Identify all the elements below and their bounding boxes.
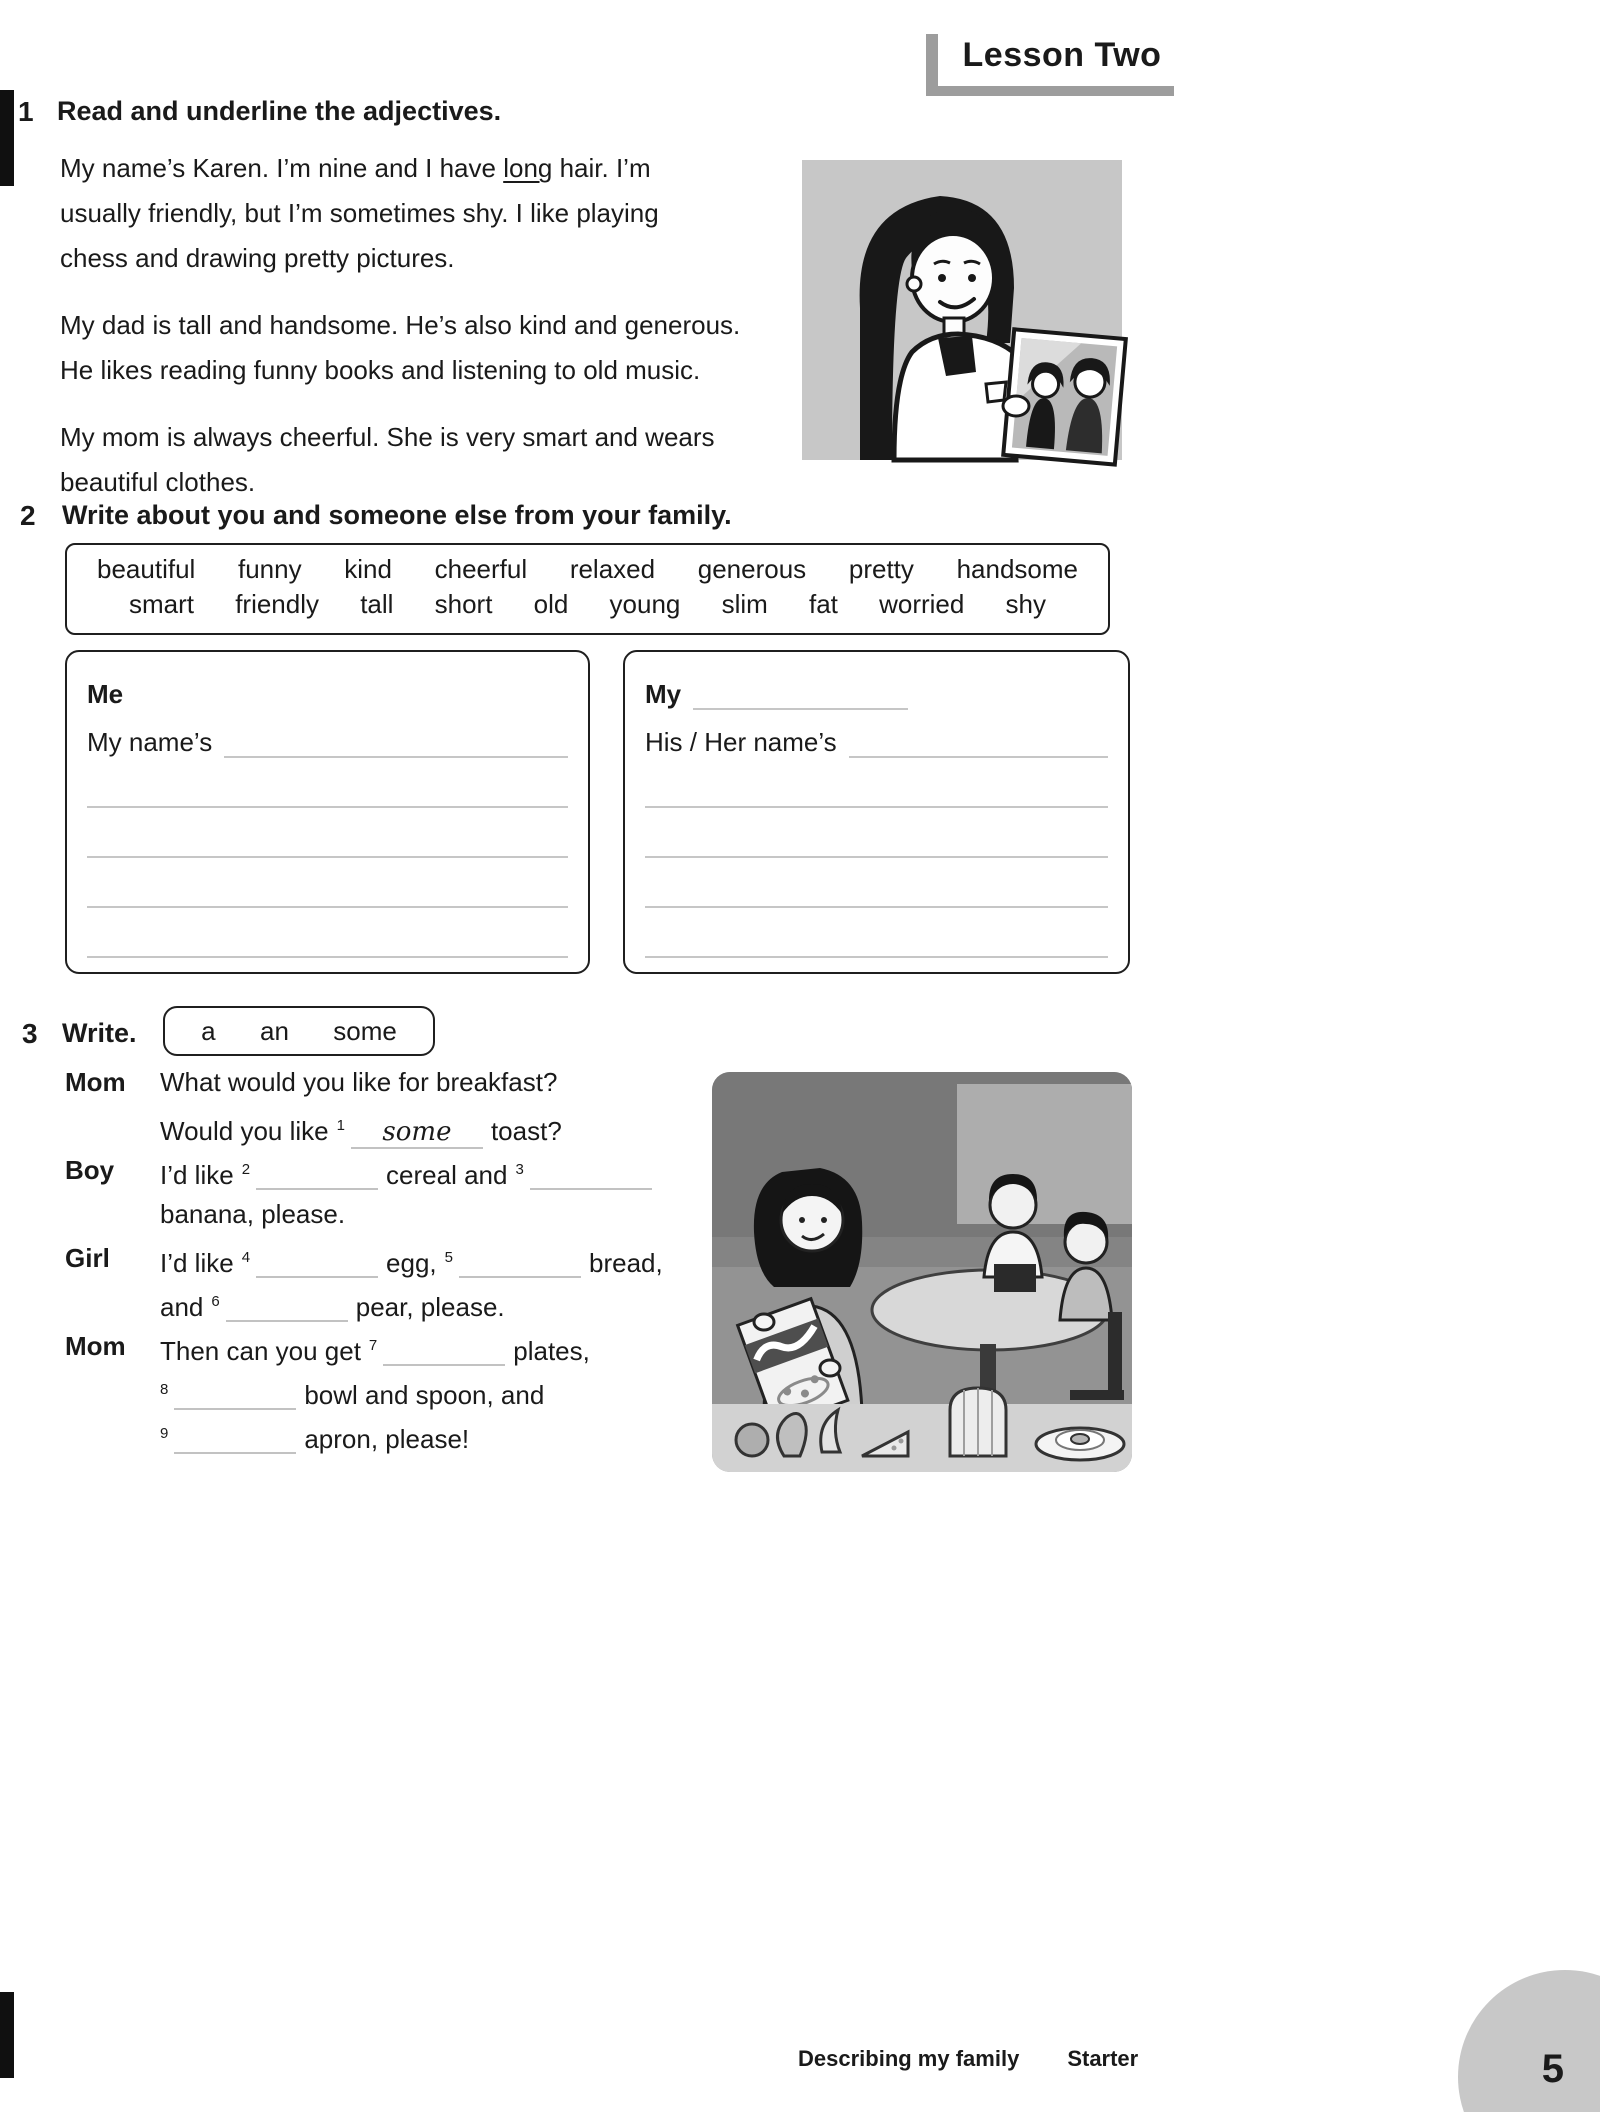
dialogue-line: banana, please. — [160, 1199, 346, 1229]
dialogue-text: Then can you get — [160, 1336, 361, 1366]
dialogue-line — [160, 1280, 725, 1324]
writing-line[interactable] — [87, 758, 568, 808]
wordbank-word: slim — [721, 589, 768, 619]
writing-line[interactable] — [693, 676, 908, 710]
speaker-label: Mom — [65, 1331, 126, 1361]
blank-number: 9 — [160, 1425, 169, 1442]
footer-chapter: Describing my family — [798, 2046, 1020, 2071]
section1-title: Read and underline the adjectives. — [57, 96, 502, 126]
dialogue-row-girl — [65, 1236, 725, 1324]
dialogue-lines — [160, 1236, 725, 1324]
wordbank-word: cheerful — [434, 554, 528, 584]
wordbank-word: handsome — [956, 554, 1078, 584]
underlined-adjective: long — [503, 153, 553, 183]
text-line: chess and drawing pretty pictures. — [60, 243, 455, 273]
word-bank-row-2 — [67, 585, 1108, 620]
box-family-title: My — [645, 679, 682, 709]
wordbank-word: friendly — [235, 589, 320, 619]
page-edge-mark-bottom — [0, 1992, 14, 2078]
speaker-label: Boy — [65, 1155, 115, 1185]
wordbank-word: kind — [344, 554, 392, 584]
writing-line[interactable] — [645, 858, 1108, 908]
box-me-name-row — [87, 710, 568, 758]
answer-blank-3[interactable] — [530, 1158, 652, 1190]
lesson-badge-label: Lesson Two — [962, 35, 1162, 74]
answer-blank-4[interactable] — [256, 1246, 378, 1278]
wordbank-word: funny — [237, 554, 302, 584]
dialogue-text: and — [160, 1292, 204, 1322]
text-line: My mom is always cheerful. She is very smart and wears — [60, 422, 715, 452]
wordbank-word: old — [533, 589, 569, 619]
text-segment: hair. I’m — [552, 153, 651, 183]
writing-line[interactable] — [87, 808, 568, 858]
wordbank-word: short — [434, 589, 493, 619]
dialogue-text: pear, please. — [355, 1292, 505, 1322]
option-word: some — [333, 1015, 397, 1046]
section2-number: 2 — [20, 500, 36, 531]
dialogue-text: bread, — [589, 1248, 663, 1278]
dialogue-text: toast? — [490, 1116, 562, 1146]
answer-blank-7[interactable] — [383, 1334, 505, 1366]
adjective-word-bank — [65, 543, 1110, 635]
wordbank-word: shy — [1005, 589, 1046, 619]
dialogue-text: egg, — [386, 1248, 437, 1278]
blank-number: 2 — [241, 1161, 251, 1178]
blank-number: 1 — [336, 1117, 345, 1134]
writing-line[interactable] — [645, 758, 1108, 808]
option-word: a — [201, 1015, 216, 1046]
page-edge-mark-top — [0, 90, 14, 186]
breakfast-scene-photo — [712, 1072, 1132, 1472]
dialogue-text: bowl and spoon, and — [304, 1380, 545, 1410]
text-line: usually friendly, but I’m sometimes shy. I like playing — [60, 198, 659, 228]
wordbank-word: pretty — [848, 554, 914, 584]
page-corner-circle — [1458, 1970, 1600, 2112]
footer-level: Starter — [1067, 2046, 1139, 2071]
text-line: beautiful clothes. — [60, 467, 256, 497]
writing-box-me — [65, 650, 590, 974]
dialogue-text: apron, please! — [304, 1424, 470, 1454]
writing-box-family-member — [623, 650, 1130, 974]
box-family-name-row — [645, 710, 1108, 758]
speaker-label: Mom — [65, 1067, 126, 1097]
dialogue-line — [160, 1236, 725, 1280]
dialogue-text: I’d like — [160, 1160, 234, 1190]
wordbank-word: relaxed — [569, 554, 656, 584]
blank-number: 4 — [241, 1249, 251, 1266]
option-word: an — [259, 1015, 289, 1046]
breakfast-scene-illustration — [712, 1072, 1132, 1472]
breakfast-dialogue — [65, 1060, 725, 1456]
wordbank-word: worried — [879, 589, 965, 619]
dialogue-row-boy — [65, 1148, 725, 1236]
dialogue-row-mom-2 — [65, 1324, 725, 1456]
section1-number: 1 — [18, 96, 34, 127]
dialogue-lines — [160, 1148, 725, 1236]
page-footer — [798, 2046, 1138, 2072]
wordbank-word: beautiful — [97, 554, 196, 584]
answer-blank-6[interactable] — [226, 1290, 348, 1322]
answer-blank-1[interactable]: some — [351, 1117, 483, 1149]
blank-number: 5 — [444, 1249, 453, 1266]
blank-number: 6 — [211, 1293, 220, 1310]
dialogue-line — [160, 1412, 725, 1456]
dialogue-line — [160, 1324, 725, 1368]
family-photo-illustration — [790, 138, 1135, 483]
text-line: He likes reading funny books and listening to old music. — [60, 355, 701, 385]
family-photo-cartoon — [790, 138, 1135, 483]
lesson-badge — [938, 24, 1186, 86]
text-segment: My name’s Karen. I’m nine and I have — [60, 153, 504, 183]
wordbank-word: smart — [129, 589, 194, 619]
box-me-title: Me — [87, 679, 124, 709]
word-bank-row-1 — [67, 545, 1108, 585]
wordbank-word: tall — [360, 589, 394, 619]
dialogue-text: plates, — [513, 1336, 590, 1366]
answer-blank-8[interactable] — [174, 1378, 296, 1410]
dialogue-lines — [160, 1060, 725, 1148]
text-line: My dad is tall and handsome. He’s also kind and generous. — [60, 310, 741, 340]
page-number: 5 — [1541, 2047, 1564, 2091]
dialogue-text: I’d like — [160, 1248, 234, 1278]
section3-title: Write. — [62, 1018, 137, 1048]
answer-blank-2[interactable] — [256, 1158, 378, 1190]
blank-number: 8 — [160, 1381, 169, 1398]
writing-line[interactable] — [224, 722, 568, 758]
paragraph-mom — [60, 415, 770, 505]
answer-blank-9[interactable] — [174, 1422, 296, 1454]
text-line — [60, 146, 770, 191]
writing-line[interactable] — [645, 808, 1108, 858]
box-family-prompt: His / Her name’s — [645, 727, 837, 757]
dialogue-lines — [160, 1324, 725, 1456]
paragraph-karen — [60, 146, 770, 281]
reading-text — [60, 146, 770, 527]
dialogue-line — [160, 1148, 725, 1192]
box-me-prompt: My name’s — [87, 727, 213, 757]
writing-line[interactable] — [645, 908, 1108, 958]
wordbank-word: fat — [808, 589, 838, 619]
section2-title: Write about you and someone else from your family. — [62, 500, 732, 530]
box-me-title-row — [87, 664, 568, 710]
wordbank-word: generous — [697, 554, 807, 584]
dialogue-row-mom-1 — [65, 1060, 725, 1148]
section3-number: 3 — [22, 1018, 38, 1049]
wordbank-word: young — [609, 589, 681, 619]
blank-number: 7 — [368, 1337, 378, 1354]
dialogue-line: What would you like for breakfast? — [160, 1067, 558, 1097]
writing-line[interactable] — [87, 858, 568, 908]
paragraph-dad — [60, 303, 770, 393]
dialogue-text: cereal and — [386, 1160, 508, 1190]
speaker-label: Girl — [65, 1243, 110, 1273]
dialogue-line — [160, 1104, 725, 1148]
writing-line[interactable] — [849, 722, 1108, 758]
article-options-box — [163, 1006, 435, 1056]
answer-blank-5[interactable] — [459, 1246, 581, 1278]
writing-line[interactable] — [87, 908, 568, 958]
blank-number: 3 — [515, 1161, 524, 1178]
box-family-title-row — [645, 664, 1108, 710]
dialogue-text: Would you like — [160, 1116, 329, 1146]
dialogue-line — [160, 1368, 725, 1412]
